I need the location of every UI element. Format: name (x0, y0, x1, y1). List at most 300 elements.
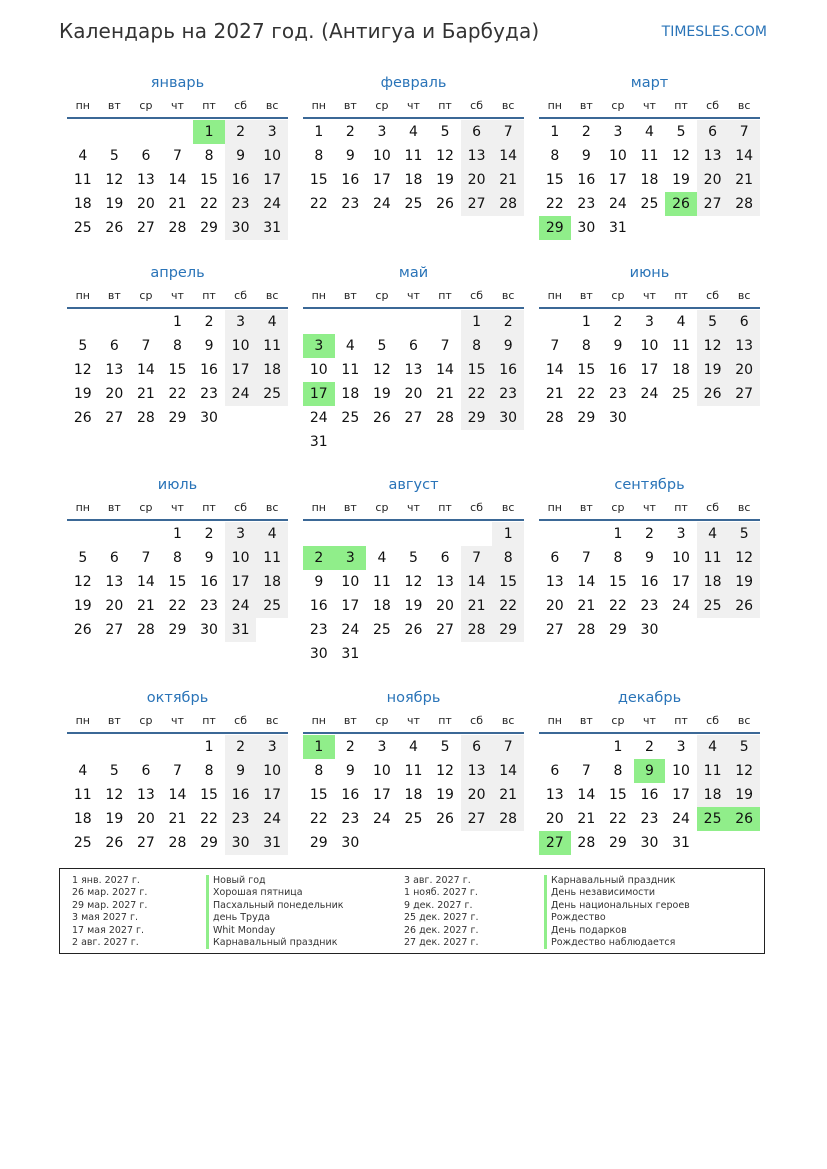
day-cell: 12 (73, 362, 92, 378)
legend-date: 27 дек. 2027 г. (404, 936, 479, 948)
day-cell: 15 (309, 172, 328, 188)
weekday-label: пн (547, 714, 562, 727)
day-cell: 14 (577, 787, 596, 803)
day-cell: 30 (341, 835, 360, 851)
week-row (303, 759, 524, 783)
day-cell: 9 (225, 759, 257, 783)
day-cell: 13 (136, 172, 155, 188)
week-row (67, 735, 288, 759)
day-cell: 7 (550, 338, 560, 354)
day-cell: 4 (645, 124, 654, 140)
weekday-label: пн (311, 501, 326, 514)
day-cell: 29 (309, 835, 328, 851)
day-cell: 17 (341, 598, 360, 614)
day-cell: 3 (645, 314, 654, 330)
day-cell: 2 (645, 739, 654, 755)
day-cell: 12 (105, 787, 124, 803)
empty-day (461, 831, 493, 855)
day-cell: 8 (173, 550, 182, 566)
day-cell: 29 (539, 216, 571, 240)
day-cell: 4 (409, 739, 418, 755)
day-cell: 27 (105, 622, 124, 638)
day-cell: 27 (404, 410, 423, 426)
day-cell: 15 (200, 172, 218, 188)
day-cell: 2 (204, 314, 214, 330)
day-cell: 28 (728, 192, 760, 216)
day-cell: 26 (73, 622, 92, 638)
week-row (303, 783, 524, 807)
weekday-label: вт (579, 501, 593, 514)
day-cell: 18 (697, 570, 729, 594)
day-cell: 19 (372, 386, 391, 402)
day-cell: 15 (168, 362, 187, 378)
empty-day (130, 642, 162, 666)
day-cell: 28 (577, 835, 596, 851)
day-cell: 13 (461, 144, 493, 168)
month-name: октябрь (146, 690, 209, 706)
day-cell: 21 (492, 168, 524, 192)
weekday-label: вс (265, 99, 279, 112)
week-row (303, 642, 524, 666)
month-days (539, 734, 760, 879)
day-cell: 20 (136, 811, 155, 827)
empty-day (571, 522, 603, 546)
day-cell: 18 (672, 362, 690, 378)
weekday-label: ср (611, 289, 625, 302)
day-cell: 6 (697, 120, 729, 144)
weekday-label: ср (611, 714, 625, 727)
day-cell: 26 (105, 220, 124, 236)
week-row (539, 406, 760, 430)
day-cell: 22 (168, 386, 187, 402)
empty-day (67, 430, 99, 454)
day-cell: 13 (697, 144, 729, 168)
empty-day (461, 430, 493, 454)
day-cell: 10 (372, 763, 391, 779)
day-cell: 16 (640, 787, 659, 803)
empty-day (398, 216, 430, 240)
day-cell: 19 (73, 386, 92, 402)
day-cell: 13 (545, 787, 564, 803)
weekday-label: пт (202, 501, 216, 514)
weekday-label: чт (171, 714, 184, 727)
day-cell: 31 (309, 434, 328, 450)
day-cell: 12 (105, 172, 124, 188)
weekday-header (539, 709, 760, 732)
day-cell: 26 (728, 594, 760, 618)
day-cell: 4 (377, 550, 387, 566)
weekday-label: пт (438, 501, 452, 514)
week-row (303, 120, 524, 144)
month-days (67, 119, 288, 240)
weekday-label: пн (75, 289, 90, 302)
weekday-header (303, 94, 524, 117)
weekday-label: ср (139, 501, 153, 514)
day-cell: 13 (136, 787, 155, 803)
day-cell: 16 (225, 783, 257, 807)
day-cell: 2 (613, 314, 623, 330)
day-cell: 28 (168, 220, 187, 236)
day-cell: 9 (492, 334, 524, 358)
day-cell: 25 (672, 386, 690, 402)
weekday-label: вт (579, 99, 593, 112)
weekday-label: пт (438, 99, 452, 112)
day-cell: 14 (136, 362, 155, 378)
day-cell: 27 (136, 835, 155, 851)
day-cell: 5 (440, 124, 450, 140)
day-cell: 1 (550, 124, 560, 140)
day-cell: 14 (492, 759, 524, 783)
day-cell: 16 (608, 362, 627, 378)
day-cell: 14 (461, 570, 493, 594)
day-cell: 18 (372, 598, 391, 614)
week-row (67, 642, 288, 666)
weekday-label: пт (202, 289, 216, 302)
day-cell: 17 (256, 783, 288, 807)
empty-day (665, 406, 697, 430)
day-cell: 12 (728, 759, 760, 783)
day-cell: 25 (73, 835, 92, 851)
weekday-label: вт (343, 99, 357, 112)
weekday-label: вс (737, 714, 751, 727)
day-cell: 11 (672, 338, 690, 354)
day-cell: 2 (581, 124, 591, 140)
day-cell: 20 (461, 783, 493, 807)
day-cell: 16 (309, 598, 328, 614)
legend-dates-right (404, 875, 544, 953)
day-cell: 24 (672, 598, 690, 614)
day-cell: 26 (372, 410, 391, 426)
week-row (539, 807, 760, 831)
weekday-label: вс (265, 714, 279, 727)
day-cell: 21 (577, 811, 596, 827)
weekday-label: вс (737, 99, 751, 112)
day-cell: 16 (492, 358, 524, 382)
legend-holiday-name: День подарков (544, 925, 764, 937)
day-cell: 12 (436, 148, 454, 164)
week-row (67, 783, 288, 807)
day-cell: 16 (577, 172, 596, 188)
weekday-label: пн (547, 501, 562, 514)
week-row (303, 807, 524, 831)
empty-day (130, 522, 162, 546)
day-cell: 5 (78, 550, 88, 566)
day-cell: 18 (256, 570, 288, 594)
empty-day (225, 642, 257, 666)
empty-day (398, 642, 430, 666)
day-cell: 23 (608, 386, 627, 402)
day-cell: 1 (613, 526, 623, 542)
day-cell: 10 (225, 546, 257, 570)
weekday-label: чт (643, 501, 656, 514)
weekday-label: пт (674, 501, 688, 514)
day-cell: 12 (697, 334, 729, 358)
month-name: май (398, 265, 429, 281)
day-cell: 18 (640, 172, 659, 188)
empty-day (571, 735, 603, 759)
day-cell: 29 (168, 622, 187, 638)
day-cell: 28 (492, 192, 524, 216)
day-cell: 1 (492, 522, 524, 546)
day-cell: 18 (73, 196, 92, 212)
day-cell: 11 (404, 148, 423, 164)
weekday-header (67, 284, 288, 307)
empty-day (634, 430, 666, 454)
empty-day (697, 216, 729, 240)
empty-day (492, 430, 524, 454)
empty-day (665, 642, 697, 666)
weekday-header (539, 94, 760, 117)
weekday-label: вт (343, 289, 357, 302)
empty-day (303, 522, 335, 546)
day-cell: 24 (256, 192, 288, 216)
day-cell: 28 (136, 410, 155, 426)
week-row (303, 168, 524, 192)
week-row (67, 216, 288, 240)
week-row (539, 310, 760, 334)
day-cell: 17 (640, 362, 659, 378)
week-row (539, 382, 760, 406)
day-cell: 6 (109, 550, 119, 566)
weekday-label: сб (706, 501, 720, 514)
weekday-label: ср (139, 99, 153, 112)
week-row (67, 192, 288, 216)
day-cell: 19 (436, 172, 454, 188)
legend-holiday-name: Whit Monday (206, 925, 404, 937)
week-row (539, 783, 760, 807)
day-cell: 6 (461, 735, 493, 759)
day-cell: 6 (550, 763, 560, 779)
legend-date: 26 дек. 2027 г. (404, 924, 479, 936)
empty-day (193, 430, 225, 454)
day-cell: 3 (335, 546, 367, 570)
weekday-label: чт (407, 289, 420, 302)
day-cell: 24 (608, 196, 627, 212)
weekday-label: сб (234, 714, 248, 727)
day-cell: 4 (78, 148, 88, 164)
week-row (303, 216, 524, 240)
week-row (67, 759, 288, 783)
day-cell: 21 (492, 783, 524, 807)
day-cell: 9 (204, 550, 214, 566)
day-cell: 3 (377, 739, 387, 755)
legend-date: 1 янв. 2027 г. (72, 875, 140, 886)
week-row (303, 334, 524, 358)
day-cell: 7 (492, 735, 524, 759)
day-cell: 15 (200, 787, 218, 803)
weekday-label: ср (139, 289, 153, 302)
week-row (67, 168, 288, 192)
day-cell: 11 (73, 787, 92, 803)
day-cell: 14 (492, 144, 524, 168)
legend-dates-left (72, 875, 206, 953)
week-row (303, 192, 524, 216)
month-name: июнь (629, 265, 670, 281)
day-cell: 29 (608, 622, 627, 638)
week-row (303, 546, 524, 570)
day-cell: 1 (461, 310, 493, 334)
day-cell: 17 (225, 358, 257, 382)
day-cell: 27 (461, 192, 493, 216)
empty-day (130, 120, 162, 144)
empty-day (461, 642, 493, 666)
day-cell: 21 (728, 168, 760, 192)
week-row (67, 807, 288, 831)
empty-day (162, 642, 194, 666)
day-cell: 18 (404, 787, 423, 803)
day-cell: 8 (550, 148, 560, 164)
empty-day (429, 522, 461, 546)
day-cell: 28 (545, 410, 564, 426)
empty-day (67, 522, 99, 546)
empty-day (492, 216, 524, 240)
day-cell: 22 (492, 594, 524, 618)
empty-day (130, 430, 162, 454)
weekday-label: пт (438, 289, 452, 302)
day-cell: 8 (204, 763, 214, 779)
day-cell: 25 (341, 410, 360, 426)
empty-day (366, 642, 398, 666)
empty-day (366, 216, 398, 240)
day-cell: 20 (436, 598, 454, 614)
week-row (303, 831, 524, 855)
day-cell: 11 (73, 172, 92, 188)
day-cell: 17 (256, 168, 288, 192)
calendar-grid (67, 72, 761, 852)
day-cell: 13 (545, 574, 564, 590)
day-cell: 29 (200, 220, 218, 236)
empty-day (728, 216, 760, 240)
empty-day (99, 430, 131, 454)
weekday-label: пт (674, 714, 688, 727)
day-cell: 2 (303, 546, 335, 570)
week-row (67, 358, 288, 382)
week-row (303, 406, 524, 430)
empty-day (602, 430, 634, 454)
weekday-label: вт (343, 501, 357, 514)
week-row (539, 546, 760, 570)
day-cell: 10 (341, 574, 360, 590)
day-cell: 16 (341, 172, 360, 188)
day-cell: 30 (577, 220, 596, 236)
day-cell: 21 (461, 594, 493, 618)
month-7 (303, 474, 524, 666)
weekday-label: пт (202, 714, 216, 727)
day-cell: 24 (256, 807, 288, 831)
day-cell: 30 (225, 831, 257, 855)
day-cell: 7 (141, 338, 151, 354)
empty-day (429, 831, 461, 855)
month-days (539, 119, 760, 240)
empty-day (130, 310, 162, 334)
day-cell: 6 (141, 148, 151, 164)
weekday-label: сб (470, 714, 484, 727)
week-row (67, 382, 288, 406)
empty-day (303, 216, 335, 240)
day-cell: 3 (303, 334, 335, 358)
day-cell: 25 (372, 622, 391, 638)
weekday-label: вт (107, 289, 121, 302)
day-cell: 26 (697, 382, 729, 406)
month-name: ноябрь (386, 690, 441, 706)
legend-names-left (206, 875, 404, 953)
day-cell: 1 (173, 526, 182, 542)
day-cell: 7 (581, 763, 591, 779)
week-row (539, 735, 760, 759)
day-cell: 15 (608, 574, 627, 590)
day-cell: 5 (109, 763, 119, 779)
week-row (539, 594, 760, 618)
weekday-label: вт (579, 289, 593, 302)
weekday-label: ср (375, 99, 389, 112)
day-cell: 18 (404, 172, 423, 188)
day-cell: 9 (645, 550, 654, 566)
day-cell: 5 (377, 338, 387, 354)
week-row (303, 382, 524, 406)
empty-day (67, 120, 99, 144)
day-cell: 14 (136, 574, 155, 590)
empty-day (162, 430, 194, 454)
day-cell: 20 (105, 598, 124, 614)
day-cell: 1 (613, 739, 623, 755)
month-3 (67, 262, 288, 454)
day-cell: 25 (404, 196, 423, 212)
weekday-header (539, 284, 760, 307)
week-row (303, 594, 524, 618)
day-cell: 26 (404, 622, 423, 638)
day-cell: 20 (461, 168, 493, 192)
legend-holiday-name: Рождество (544, 912, 764, 924)
week-row (67, 618, 288, 642)
day-cell: 26 (436, 196, 454, 212)
day-cell: 23 (341, 811, 360, 827)
day-cell: 6 (461, 120, 493, 144)
week-row (67, 546, 288, 570)
month-11 (539, 687, 760, 879)
day-cell: 20 (728, 358, 760, 382)
weekday-header (303, 284, 524, 307)
weekday-label: пн (311, 289, 326, 302)
day-cell: 3 (676, 526, 686, 542)
weekday-header (303, 496, 524, 519)
weekday-label: чт (171, 99, 184, 112)
day-cell: 9 (613, 338, 623, 354)
site-link[interactable]: TIMESLES.COM (661, 24, 767, 40)
day-cell: 10 (672, 763, 690, 779)
empty-day (665, 430, 697, 454)
day-cell: 4 (78, 763, 88, 779)
day-cell: 17 (672, 574, 690, 590)
day-cell: 7 (461, 546, 493, 570)
day-cell: 7 (173, 148, 182, 164)
legend-date: 9 дек. 2027 г. (404, 899, 473, 911)
day-cell: 23 (640, 598, 659, 614)
day-cell: 16 (200, 362, 218, 378)
weekday-label: ср (375, 714, 389, 727)
empty-day (539, 310, 571, 334)
legend-names-right (544, 875, 764, 953)
weekday-label: чт (407, 501, 420, 514)
weekday-label: пт (674, 99, 688, 112)
legend-date: 3 мая 2027 г. (72, 912, 138, 924)
empty-day (335, 310, 367, 334)
weekday-label: сб (470, 501, 484, 514)
day-cell: 8 (173, 338, 182, 354)
empty-day (99, 642, 131, 666)
day-cell: 1 (314, 124, 324, 140)
day-cell: 10 (225, 334, 257, 358)
day-cell: 22 (200, 811, 218, 827)
